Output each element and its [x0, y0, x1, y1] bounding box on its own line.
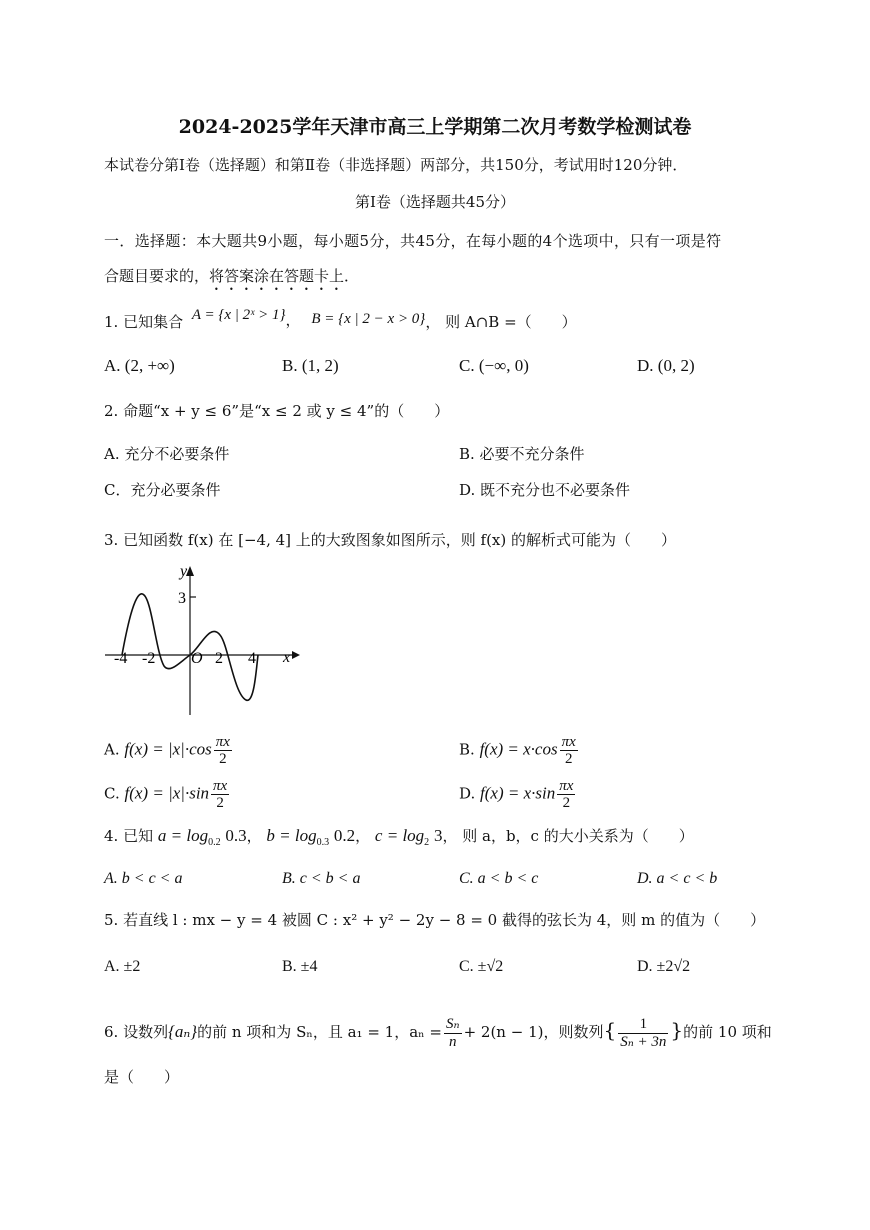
question-6-line-2: 是（ ） [104, 1068, 180, 1086]
q3-option-c-label: C. [104, 784, 120, 803]
q5-option-b[interactable]: B. ±4 [282, 958, 318, 975]
question-4-stem: 4. 已知 $a = \log_{0.2} 0.3$， $b = \log_{0.3} 0.2$， $c = \log_2 3$， 则 a，b，c 的大小关系为（ ） [104, 826, 694, 848]
q4-a-arg: 0.3 [225, 826, 247, 845]
q5-option-a[interactable]: A. ±2 [104, 958, 141, 975]
q3-option-c-num: πx [213, 778, 228, 794]
q1-set-b: B = {x | 2 − x > 0} [311, 311, 426, 327]
q4-ask: 则 a，b，c 的大小关系为（ ） [462, 827, 694, 845]
q1-number: 1. [104, 313, 119, 331]
q3-option-b-den: 2 [564, 751, 573, 767]
q5-option-c[interactable]: C. ±√2 [459, 958, 504, 975]
q5-option-d[interactable]: D. ±2√2 [637, 958, 691, 975]
function-graph [100, 562, 300, 722]
x-axis-label: x [283, 649, 291, 666]
instructions-line-1: 一．选择题：本大题共9小题，每小题5分，共45分，在每小题的4个选项中，只有一项是符 [104, 232, 722, 250]
q6-part-3: + 2(n − 1)，则数列 [463, 1023, 604, 1041]
q4-b-arg: 0.2 [333, 826, 356, 845]
q2-option-a[interactable]: A. 充分不必要条件 [104, 445, 230, 463]
question-2-stem: 2. 命题“x + y ≤ 6”是“x ≤ 2 或 y ≤ 4”的（ ） [104, 402, 450, 420]
q1-prefix: 已知集合 [123, 313, 184, 331]
y-axis-label: y [180, 563, 188, 580]
y-axis-arrow-icon [186, 566, 194, 576]
question-3-stem: 3. 已知函数 f(x) 在 [−4, 4] 上的大致图象如图所示，则 f(x) 的解析式可能为（ ） [104, 531, 677, 549]
q3-option-b-expr: f(x) = x·cos [479, 739, 558, 759]
q1-option-d[interactable]: D. (0, 2) [637, 356, 695, 375]
q1-option-c[interactable]: C. (−∞, 0) [459, 356, 529, 375]
q3-option-a-num: πx [215, 734, 230, 750]
question-1-stem: 1. 已知集合 A = {x | 2ˣ > 1}， B = {x | 2 − x > 0}， 则 A∩B =（ ） [104, 307, 577, 331]
q3-option-c-expr: f(x) = |x|·sin [124, 783, 210, 803]
y-tick-label: 3 [178, 590, 186, 607]
q4-a-base: 0.2 [208, 837, 221, 848]
q3-option-d-label: D. [459, 784, 476, 803]
q4-c: c = log [374, 826, 425, 845]
q6-frac-den: n [449, 1033, 457, 1050]
q4-option-d[interactable]: D. a < c < b [637, 870, 718, 887]
q3-option-b-num: πx [561, 734, 576, 750]
q3-option-d-expr: f(x) = x·sin [480, 783, 556, 803]
q1-option-b[interactable]: B. (1, 2) [282, 356, 339, 375]
q6-seq2-den: Sₙ + 3n [620, 1033, 667, 1050]
q4-b: b = log [266, 826, 317, 845]
q6-part-4: 的前 10 项和 [683, 1023, 772, 1041]
x-tick-label-2: 2 [215, 650, 223, 667]
exam-title: 2024-2025学年天津市高三上学期第二次月考数学检测试卷 [178, 116, 692, 138]
x-axis-arrow-icon [292, 651, 300, 659]
q6-seq2-num: 1 [618, 1016, 668, 1034]
q4-c-arg: 3 [433, 826, 443, 845]
q4-number: 4. [104, 827, 119, 845]
q4-prefix: 已知 [123, 827, 154, 845]
q1-option-a[interactable]: A. (2, +∞) [104, 356, 175, 375]
instructions-emphasis: 将答案涂在答题卡上 [209, 267, 345, 285]
x-tick-label-neg2: -2 [142, 650, 156, 667]
q4-b-base: 0.3 [316, 837, 330, 848]
question-6-stem: 6. 设数列{aₙ}的前 n 项和为 Sₙ，且 a₁ = 1，aₙ = $\frac{\text{Sₙ}}{n}$ + 2(n − 1)，则数列{ $\frac{1}{\text{Sₙ + 3n}}$ }的前 10 项和 [104, 1015, 772, 1050]
q3-option-d-num: πx [559, 778, 574, 794]
q2-option-c[interactable]: C．充分必要条件 [104, 481, 221, 499]
origin-label: O [191, 650, 203, 667]
q4-option-c[interactable]: C. a < b < c [459, 870, 539, 887]
question-5-stem: 5. 若直线 l : mx − y = 4 被圆 C : x² + y² − 2y − 8 = 0 截得的弦长为 4，则 m 的值为（ ） [104, 911, 766, 929]
q6-sequence: {aₙ} [168, 1022, 198, 1041]
q3-option-a-expr: f(x) = |x|·cos [124, 739, 212, 759]
q3-option-a-label: A. [104, 740, 120, 759]
q3-option-b-label: B. [459, 740, 475, 759]
q3-option-c-den: 2 [216, 795, 224, 811]
q6-frac-num: Sₙ [445, 1015, 460, 1032]
instructions-end: ． [344, 267, 360, 285]
instructions-line-2 [104, 266, 359, 294]
x-tick-label-4: 4 [248, 650, 256, 667]
q4-option-b[interactable]: B. c < b < a [282, 870, 361, 887]
q1-set-a: A = {x | 2ˣ > 1} [191, 307, 286, 323]
q2-option-d[interactable]: D. 既不充分也不必要条件 [459, 481, 631, 499]
q6-number: 6. [104, 1023, 119, 1041]
x-tick-label-neg4: -4 [114, 650, 128, 667]
q4-c-base: 2 [424, 837, 430, 848]
q3-option-c[interactable] [104, 778, 231, 811]
q3-option-d-den: 2 [562, 795, 571, 811]
section-title: 第Ⅰ卷（选择题共45分） [354, 193, 515, 211]
q6-part-1: 设数列 [123, 1023, 169, 1041]
q3-option-a-den: 2 [219, 751, 227, 767]
q4-a: a = log [157, 826, 209, 845]
q3-option-d[interactable] [459, 778, 577, 811]
instructions-text: 合题目要求的， [104, 267, 210, 285]
q6-part-2: 的前 n 项和为 Sₙ，且 a₁ = 1，aₙ = [197, 1023, 442, 1041]
q2-option-b[interactable]: B. 必要不充分条件 [459, 445, 585, 463]
q3-option-b[interactable] [459, 734, 580, 767]
q3-option-a[interactable] [104, 734, 234, 767]
q1-ask: 则 A∩B =（ ） [445, 313, 577, 331]
exam-intro: 本试卷分第Ⅰ卷（选择题）和第Ⅱ卷（非选择题）两部分，共150分，考试用时120分钟． [104, 156, 688, 174]
q4-option-a[interactable]: A. b < c < a [104, 870, 183, 887]
